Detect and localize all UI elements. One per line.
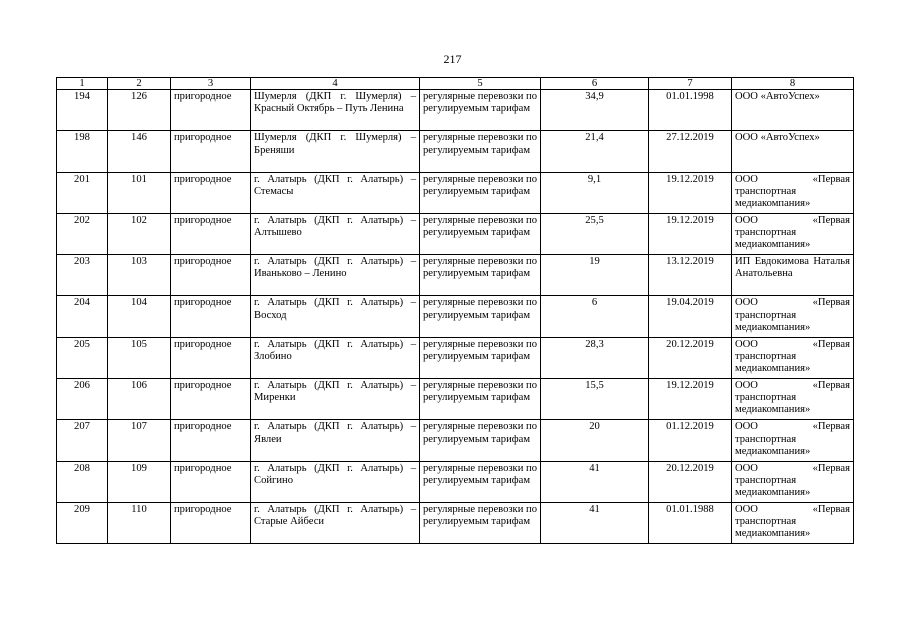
transport-kind-cell: регулярные перевозки по регулируемым тарифам	[420, 296, 541, 337]
route-name-cell: Шумерля (ДКП г. Шумерля) – Красный Октябрь – Путь Ленина	[251, 90, 420, 131]
page-number: 217	[443, 52, 462, 66]
column-header: 8	[732, 78, 854, 90]
route-length-cell: 21,4	[541, 131, 649, 172]
row-number-cell: 201	[57, 172, 108, 213]
route-length-cell: 25,5	[541, 213, 649, 254]
row-number-cell: 202	[57, 213, 108, 254]
column-header: 7	[649, 78, 732, 90]
column-header: 3	[171, 78, 251, 90]
route-length-cell: 41	[541, 461, 649, 502]
route-type-cell: пригородное	[171, 296, 251, 337]
start-date-cell: 20.12.2019	[649, 337, 732, 378]
carrier-cell: ООО «Первая транспортная медиакомпания»	[732, 502, 854, 543]
table-row	[57, 461, 854, 502]
route-number-cell: 105	[108, 337, 171, 378]
route-number-cell: 107	[108, 420, 171, 461]
start-date-cell: 19.04.2019	[649, 296, 732, 337]
start-date-cell: 27.12.2019	[649, 131, 732, 172]
table-row	[57, 90, 854, 131]
transport-kind-cell: регулярные перевозки по регулируемым тарифам	[420, 461, 541, 502]
route-name-cell: г. Алатырь (ДКП г. Алатырь) – Сойгино	[251, 461, 420, 502]
route-number-cell: 126	[108, 90, 171, 131]
carrier-cell: ИП Евдокимова Наталья Анатольевна	[732, 255, 854, 296]
route-type-cell: пригородное	[171, 461, 251, 502]
transport-kind-cell: регулярные перевозки по регулируемым тарифам	[420, 379, 541, 420]
row-number-cell: 194	[57, 90, 108, 131]
route-name-cell: г. Алатырь (ДКП г. Алатырь) – Восход	[251, 296, 420, 337]
carrier-cell: ООО «Первая транспортная медиакомпания»	[732, 420, 854, 461]
carrier-cell: ООО «Первая транспортная медиакомпания»	[732, 296, 854, 337]
table-row	[57, 255, 854, 296]
route-type-cell: пригородное	[171, 337, 251, 378]
transport-kind-cell: регулярные перевозки по регулируемым тарифам	[420, 255, 541, 296]
route-name-cell: г. Алатырь (ДКП г. Алатырь) – Миренки	[251, 379, 420, 420]
route-length-cell: 19	[541, 255, 649, 296]
transport-kind-cell: регулярные перевозки по регулируемым тарифам	[420, 172, 541, 213]
route-type-cell: пригородное	[171, 420, 251, 461]
route-type-cell: пригородное	[171, 502, 251, 543]
column-header: 2	[108, 78, 171, 90]
transport-kind-cell: регулярные перевозки по регулируемым тарифам	[420, 337, 541, 378]
route-length-cell: 9,1	[541, 172, 649, 213]
route-name-cell: г. Алатырь (ДКП г. Алатырь) – Алтышево	[251, 213, 420, 254]
start-date-cell: 01.01.1998	[649, 90, 732, 131]
transport-kind-cell: регулярные перевозки по регулируемым тарифам	[420, 502, 541, 543]
column-header: 1	[57, 78, 108, 90]
routes-table	[56, 77, 854, 544]
column-header: 5	[420, 78, 541, 90]
route-name-cell: г. Алатырь (ДКП г. Алатырь) – Стемасы	[251, 172, 420, 213]
route-number-cell: 104	[108, 296, 171, 337]
route-length-cell: 28,3	[541, 337, 649, 378]
route-type-cell: пригородное	[171, 172, 251, 213]
start-date-cell: 19.12.2019	[649, 172, 732, 213]
table-header-row	[57, 78, 854, 90]
route-number-cell: 106	[108, 379, 171, 420]
route-number-cell: 109	[108, 461, 171, 502]
carrier-cell: ООО «Первая транспортная медиакомпания»	[732, 172, 854, 213]
route-type-cell: пригородное	[171, 131, 251, 172]
carrier-cell: ООО «Первая транспортная медиакомпания»	[732, 337, 854, 378]
table-row	[57, 379, 854, 420]
route-name-cell: г. Алатырь (ДКП г. Алатырь) – Явлеи	[251, 420, 420, 461]
table-row	[57, 172, 854, 213]
route-name-cell: Шумерля (ДКП г. Шумерля) – Бреняши	[251, 131, 420, 172]
route-number-cell: 146	[108, 131, 171, 172]
carrier-cell: ООО «Первая транспортная медиакомпания»	[732, 461, 854, 502]
route-type-cell: пригородное	[171, 213, 251, 254]
transport-kind-cell: регулярные перевозки по регулируемым тарифам	[420, 420, 541, 461]
table-row	[57, 131, 854, 172]
start-date-cell: 20.12.2019	[649, 461, 732, 502]
start-date-cell: 19.12.2019	[649, 379, 732, 420]
row-number-cell: 204	[57, 296, 108, 337]
start-date-cell: 01.01.1988	[649, 502, 732, 543]
route-name-cell: г. Алатырь (ДКП г. Алатырь) – Старые Айбеси	[251, 502, 420, 543]
route-length-cell: 6	[541, 296, 649, 337]
route-name-cell: г. Алатырь (ДКП г. Алатырь) – Иваньково – Ленино	[251, 255, 420, 296]
transport-kind-cell: регулярные перевозки по регулируемым тарифам	[420, 213, 541, 254]
route-number-cell: 103	[108, 255, 171, 296]
table-row	[57, 420, 854, 461]
route-number-cell: 110	[108, 502, 171, 543]
route-length-cell: 15,5	[541, 379, 649, 420]
route-number-cell: 101	[108, 172, 171, 213]
row-number-cell: 198	[57, 131, 108, 172]
route-type-cell: пригородное	[171, 90, 251, 131]
transport-kind-cell: регулярные перевозки по регулируемым тарифам	[420, 131, 541, 172]
route-length-cell: 20	[541, 420, 649, 461]
route-length-cell: 34,9	[541, 90, 649, 131]
row-number-cell: 207	[57, 420, 108, 461]
start-date-cell: 13.12.2019	[649, 255, 732, 296]
table-row	[57, 337, 854, 378]
row-number-cell: 203	[57, 255, 108, 296]
table-row	[57, 296, 854, 337]
route-name-cell: г. Алатырь (ДКП г. Алатырь) – Злобино	[251, 337, 420, 378]
row-number-cell: 208	[57, 461, 108, 502]
table-row	[57, 502, 854, 543]
carrier-cell: ООО «АвтоУспех»	[732, 131, 854, 172]
row-number-cell: 206	[57, 379, 108, 420]
carrier-cell: ООО «Первая транспортная медиакомпания»	[732, 379, 854, 420]
row-number-cell: 209	[57, 502, 108, 543]
column-header: 4	[251, 78, 420, 90]
column-header: 6	[541, 78, 649, 90]
carrier-cell: ООО «Первая транспортная медиакомпания»	[732, 213, 854, 254]
table-row	[57, 213, 854, 254]
route-type-cell: пригородное	[171, 379, 251, 420]
transport-kind-cell: регулярные перевозки по регулируемым тарифам	[420, 90, 541, 131]
route-length-cell: 41	[541, 502, 649, 543]
start-date-cell: 19.12.2019	[649, 213, 732, 254]
carrier-cell: ООО «АвтоУспех»	[732, 90, 854, 131]
row-number-cell: 205	[57, 337, 108, 378]
route-type-cell: пригородное	[171, 255, 251, 296]
route-number-cell: 102	[108, 213, 171, 254]
start-date-cell: 01.12.2019	[649, 420, 732, 461]
